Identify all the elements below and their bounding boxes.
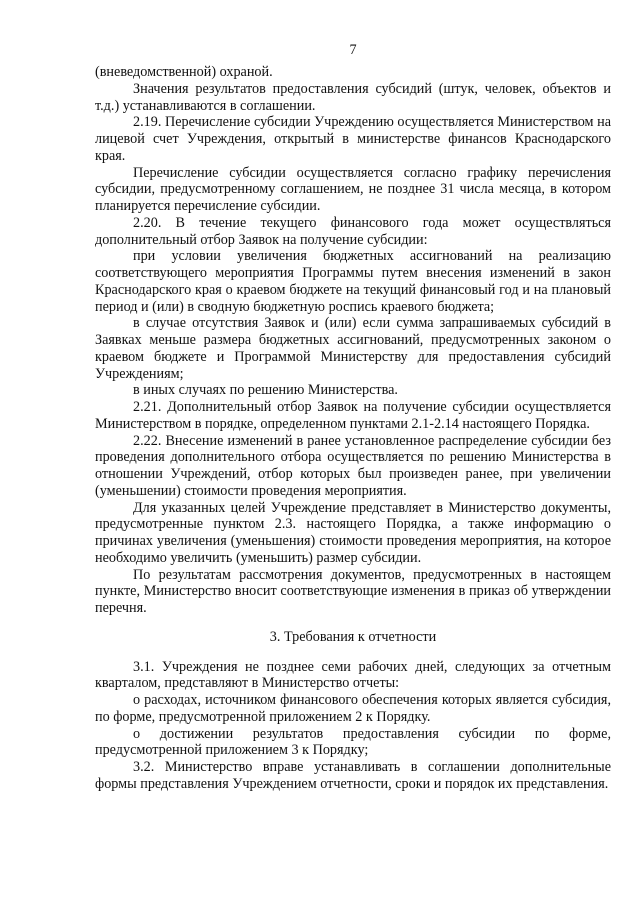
paragraph: о расходах, источником финансового обеспечения которых является субсидия, по форме, предусмотренной приложением 2 к Порядку. xyxy=(95,692,611,725)
paragraph: 2.22. Внесение изменений в ранее установленное распределение субсидии без проведения дополнительного отбора осуществляется по решению Министерства в отношении Учреждений, отбор которых был произведен ранее, при увеличении (уменьшении) стоимости проведения мероприятия. xyxy=(95,432,611,499)
paragraph: Значения результатов предоставления субсидий (штук, человек, объектов и т.д.) устанавливаются в соглашении. xyxy=(95,80,611,114)
paragraphs-after-section xyxy=(95,659,611,793)
paragraph: Для указанных целей Учреждение представляет в Министерство документы, предусмотренные пунктом 2.3. настоящего Порядка, а также информацию о причинах увеличения (уменьшения) стоимости проведения мероприятия, на которое необходимо увеличить (уменьшить) размер субсидии. xyxy=(95,499,611,566)
paragraphs-before-section xyxy=(95,64,611,617)
page-number: 7 xyxy=(349,42,357,58)
paragraph: Перечисление субсидии осуществляется согласно графику перечисления субсидии, предусмотренному соглашением, не позднее 31 числа месяца, в котором планируется перечисление субсидии. xyxy=(95,164,611,214)
section-heading: 3. Требования к отчетности xyxy=(269,628,437,645)
paragraph: в случае отсутствия Заявок и (или) если сумма запрашиваемых субсидий в Заявках меньше размера бюджетных ассигнований, предусмотренных законом о краевом бюджете и Программой Министерству для предоставления субсидий Учреждениям; xyxy=(95,315,611,382)
paragraph: в иных случаях по решению Министерства. xyxy=(133,382,398,399)
paragraph: при условии увеличения бюджетных ассигнований на реализацию соответствующего мероприятия Программы путем внесения изменений в закон Краснодарского края о краевом бюджете на текущий финансовый год и на плановый период и (или) в сводную бюджетную роспись краевого бюджета; xyxy=(95,248,611,315)
paragraph: (вневедомственной) охраной. xyxy=(95,64,273,80)
document-body xyxy=(95,64,611,793)
paragraph: 3.2. Министерство вправе устанавливать в соглашении дополнительные формы представления Учреждением отчетности, сроки и порядок их представления. xyxy=(95,759,611,792)
paragraph: 3.1. Учреждения не позднее семи рабочих дней, следующих за отчетным кварталом, представляют в Министерство отчеты: xyxy=(95,658,611,692)
paragraph: 2.21. Дополнительный отбор Заявок на получение субсидии осуществляется Министерством в порядке, определенном пунктами 2.1-2.14 настоящего Порядка. xyxy=(95,399,611,432)
paragraph: о достижении результатов предоставления субсидии по форме, предусмотренной приложением 3 к Порядку; xyxy=(95,725,611,759)
paragraph: 2.20. В течение текущего финансового года может осуществляться дополнительный отбор Заявок на получение субсидии: xyxy=(95,214,611,248)
paragraph: 2.19. Перечисление субсидии Учреждению осуществляется Министерством на лицевой счет Учреждения, открытый в министерстве финансов Краснодарского края. xyxy=(95,114,611,164)
paragraph: По результатам рассмотрения документов, предусмотренных в настоящем пункте, Министерство вносит соответствующие изменения в приказ об утверждении перечня. xyxy=(95,566,611,616)
